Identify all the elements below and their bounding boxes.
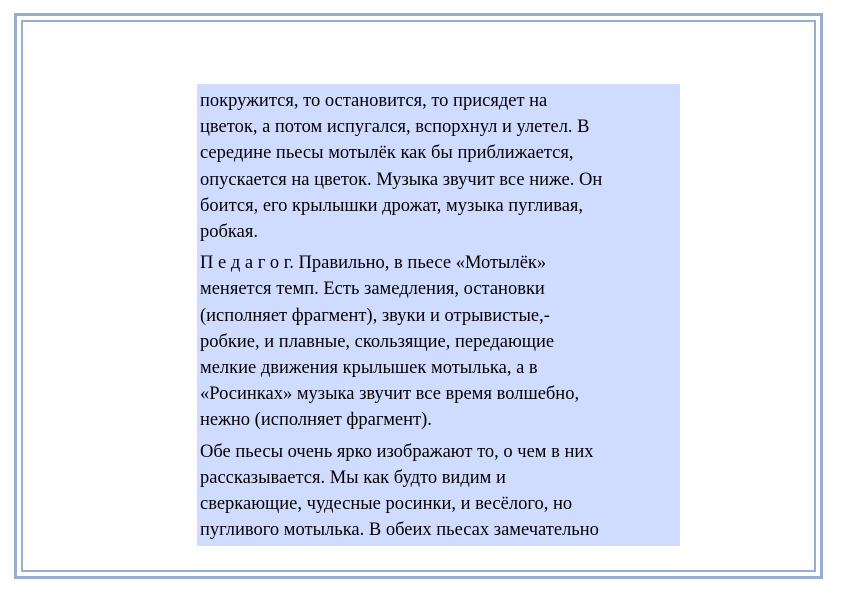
- text-line: середине пьесы мотылёк как бы приближается,: [200, 143, 574, 164]
- text-line: Обе пьесы очень ярко изображают то, о чем в них: [200, 441, 594, 462]
- text-line: робкая.: [200, 222, 258, 243]
- paragraph-3: [200, 439, 674, 544]
- text-line: пугливого мотылька. В обеих пьесах замечательно: [200, 520, 599, 541]
- text-line: сверкающие, чудесные росинки, и весёлого, но: [200, 494, 573, 515]
- text-line: робкие, и плавные, скользящие, передающие: [200, 331, 555, 352]
- text-line: мелкие движения крылышек мотылька, а в: [200, 358, 538, 379]
- text-line: рассказывается. Мы как будто видим и: [200, 467, 506, 488]
- paragraph-2: [200, 250, 674, 433]
- paragraph-1: [200, 88, 674, 245]
- text-line: опускается на цветок. Музыка звучит все ниже. Он: [200, 169, 603, 190]
- text-box: [197, 84, 680, 546]
- text-line: покружится, то остановится, то присядет на: [200, 91, 548, 111]
- text-line: П е д а г о г. Правильно, в пьесе «Мотылёк»: [200, 253, 547, 274]
- text-line: меняется темп. Есть замедления, остановки: [200, 279, 545, 300]
- text-line: боится, его крылышки дрожат, музыка пугливая,: [200, 195, 584, 216]
- text-line: «Росинках» музыка звучит все время волшебно,: [200, 384, 580, 405]
- text-line: (исполняет фрагмент), звуки и отрывистые,-: [200, 305, 550, 326]
- text-line: нежно (исполняет фрагмент).: [200, 410, 432, 431]
- text-line: цветок, а потом испугался, вспорхнул и улетел. В: [200, 117, 590, 138]
